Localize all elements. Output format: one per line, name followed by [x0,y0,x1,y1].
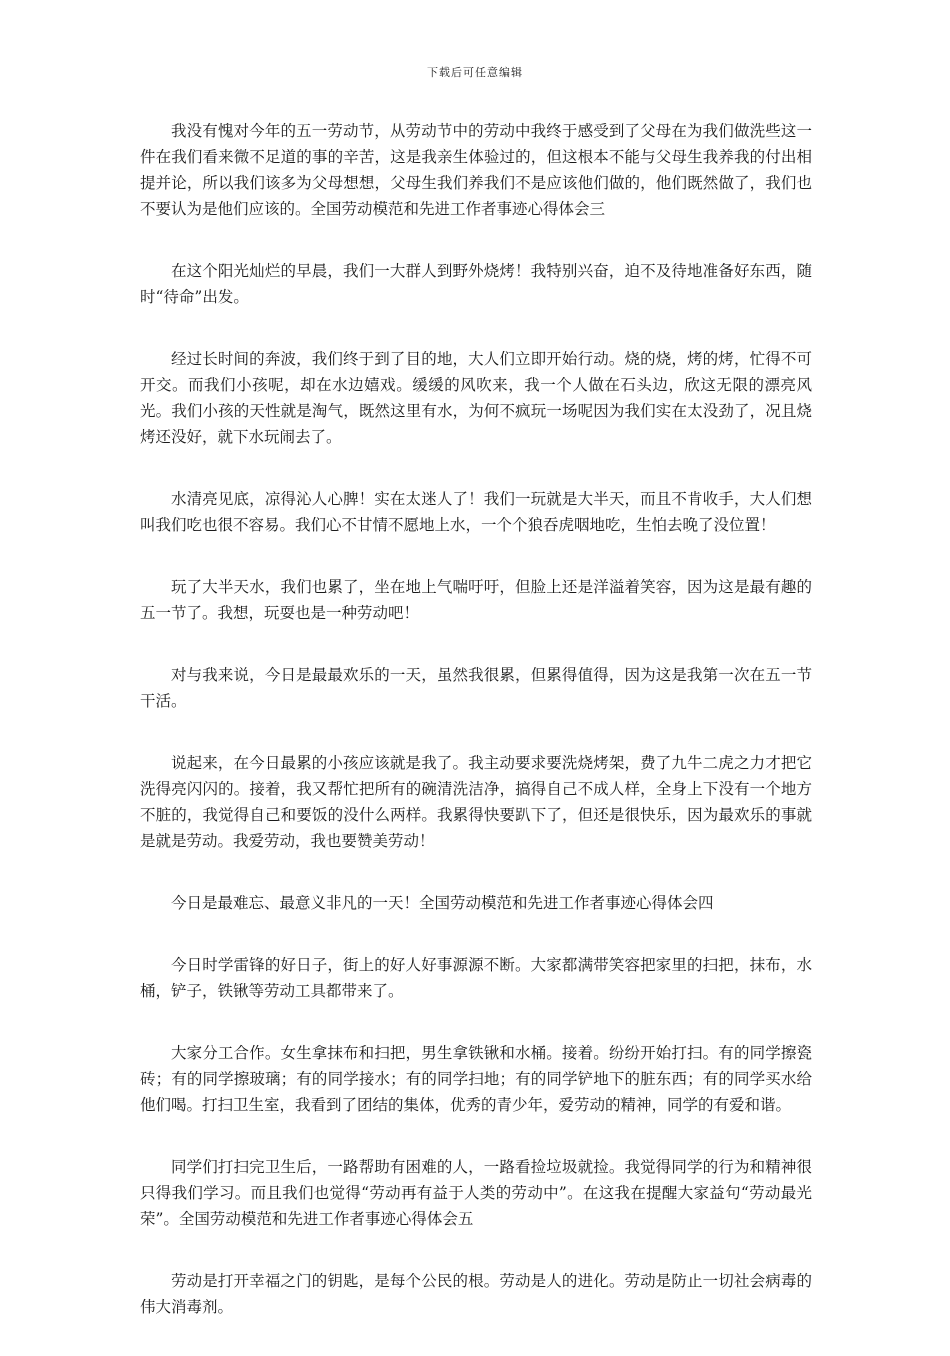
paragraph: 大家分工合作。女生拿抹布和扫把，男生拿铁锹和水桶。接着。纷纷开始打扫。有的同学擦瓷砖；有的同学擦玻璃；有的同学接水；有的同学扫地；有的同学铲地下的脏东西；有的同学买水给他们喝。打扫卫生室，我看到了团结的集体，优秀的青少年，爱劳动的精神，同学的有爱和谐。 [140,1044,812,1114]
paragraph: 同学们打扫完卫生后，一路帮助有困难的人，一路看捡垃圾就捡。我觉得同学的行为和精神很只得我们学习。而且我们也觉得“劳动再有益于人类的劳动中”。在这我在提醒大家益句“劳动最光荣”。全国劳动模范和先进工作者事迹心得体会五 [140,1158,812,1228]
paragraph: 今日时学雷锋的好日子，街上的好人好事源源不断。大家都满带笑容把家里的扫把，抹布，水桶，铲子，铁锹等劳动工具都带来了。 [140,956,812,1000]
paragraph: 玩了大半天水，我们也累了，坐在地上气喘吁吁，但脸上还是洋溢着笑容，因为这是最有趣的五一节了。我想，玩耍也是一种劳动吧！ [140,578,812,622]
paragraph: 我没有愧对今年的五一劳动节，从劳动节中的劳动中我终于感受到了父母在为我们做洗些这一件在我们看来微不足道的事的辛苦，这是我亲生体验过的，但这根本不能与父母生我养我的付出相提并论，所以我们该多为父母想想，父母生我们养我们不是应该他们做的，他们既然做了，我们也不要认为是他们应该的。全国劳动模范和先进工作者事迹心得体会三 [140,122,812,218]
paragraph: 在这个阳光灿烂的早晨，我们一大群人到野外烧烤！我特别兴奋，迫不及待地准备好东西，随时“待命”出发。 [140,262,812,306]
paragraph: 水清亮见底，凉得沁人心脾！实在太迷人了！我们一玩就是大半天，而且不肯收手，大人们想叫我们吃也很不容易。我们心不甘情不愿地上水，一个个狼吞虎咽地吃，生怕去晚了没位置！ [140,490,812,534]
page-header: 下载后可任意编辑 [427,66,523,79]
paragraph: 劳动是打开幸福之门的钥匙，是每个公民的根。劳动是人的进化。劳动是防止一切社会病毒的伟大消毒剂。 [140,1272,812,1316]
document-body [140,118,812,1356]
paragraph: 说起来，在今日最累的小孩应该就是我了。我主动要求要洗烧烤架，费了九牛二虎之力才把它洗得亮闪闪的。接着，我又帮忙把所有的碗清洗洁净，搞得自己不成人样，全身上下没有一个地方不脏的，我觉得自己和要饭的没什么两样。我累得快要趴下了，但还是很快乐，因为最欢乐的事就是就是劳动。我爱劳动，我也要赞美劳动！ [140,754,812,850]
paragraph: 经过长时间的奔波，我们终于到了目的地，大人们立即开始行动。烧的烧，烤的烤，忙得不可开交。而我们小孩呢，却在水边嬉戏。缓缓的风吹来，我一个人做在石头边，欣这无限的漂亮风光。我们小孩的天性就是淘气，既然这里有水，为何不疯玩一场呢因为我们实在太没劲了，况且烧烤还没好，就下水玩闹去了。 [140,350,812,446]
paragraph: 对与我来说，今日是最最欢乐的一天，虽然我很累，但累得值得，因为这是我第一次在五一节干活。 [140,666,812,710]
paragraph: 今日是最难忘、最意义非凡的一天！全国劳动模范和先进工作者事迹心得体会四 [171,894,714,912]
